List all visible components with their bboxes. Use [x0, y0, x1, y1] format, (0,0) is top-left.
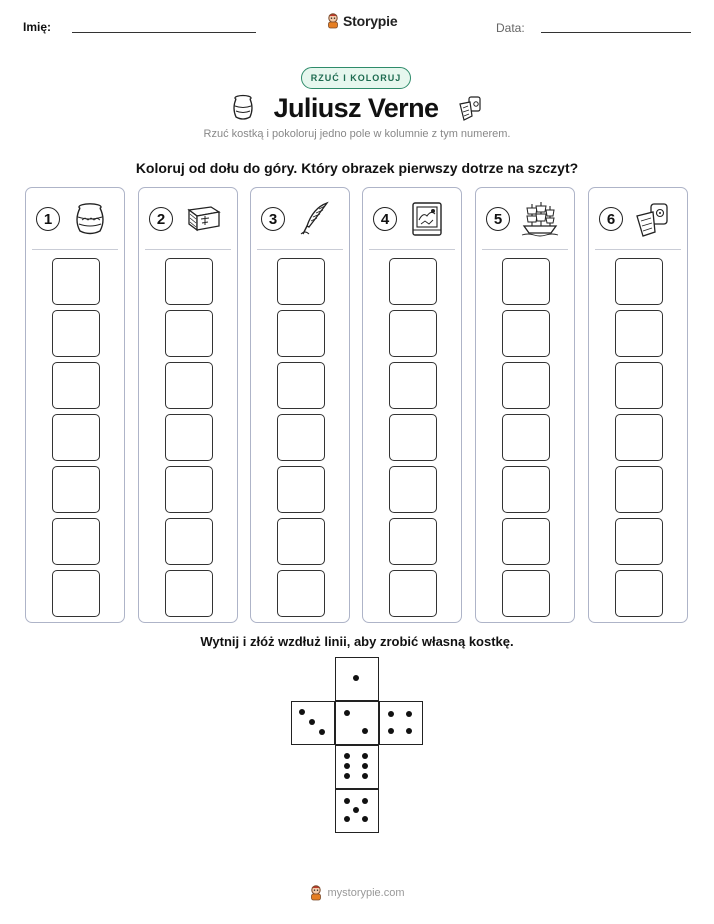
die-pip	[362, 816, 368, 822]
column-header	[476, 188, 574, 250]
column-3	[250, 187, 350, 623]
die-pip	[406, 728, 412, 734]
color-box[interactable]	[277, 518, 325, 565]
column-header	[26, 188, 124, 250]
cut-instruction: Wytnij i złóż wzdłuż linii, aby zrobić własną kostkę.	[200, 634, 514, 649]
color-box[interactable]	[277, 414, 325, 461]
color-box[interactable]	[389, 362, 437, 409]
column-4	[362, 187, 462, 623]
color-box[interactable]	[502, 414, 550, 461]
die-pip	[344, 753, 350, 759]
die-pip	[353, 807, 359, 813]
color-box[interactable]	[277, 466, 325, 513]
quill-icon	[295, 200, 335, 238]
color-box[interactable]	[277, 310, 325, 357]
storypie-mascot-icon	[326, 13, 340, 29]
color-box[interactable]	[165, 518, 213, 565]
color-box[interactable]	[502, 466, 550, 513]
color-box[interactable]	[615, 518, 663, 565]
die-pip	[362, 763, 368, 769]
color-box[interactable]	[615, 570, 663, 617]
color-box[interactable]	[389, 258, 437, 305]
storypie-mascot-icon	[309, 885, 323, 901]
map-book-icon	[407, 200, 447, 238]
die-face-4	[379, 701, 423, 745]
die-face-1	[335, 657, 379, 701]
color-box[interactable]	[165, 466, 213, 513]
title-row	[0, 90, 714, 126]
storypie-logo	[326, 13, 397, 29]
color-box[interactable]	[615, 466, 663, 513]
date-label: Data:	[496, 21, 525, 35]
die-pip	[344, 798, 350, 804]
die-pip	[406, 711, 412, 717]
die-pip	[362, 728, 368, 734]
die-pip	[388, 711, 394, 717]
die-pip	[362, 798, 368, 804]
color-boxes	[615, 258, 663, 622]
color-box[interactable]	[389, 310, 437, 357]
color-box[interactable]	[165, 310, 213, 357]
die-pip	[353, 675, 359, 681]
die-pip	[309, 719, 315, 725]
name-label: Imię:	[23, 20, 52, 34]
column-header	[589, 188, 687, 250]
pot-icon	[70, 200, 110, 238]
page-title: Juliusz Verne	[273, 92, 439, 123]
color-box[interactable]	[389, 518, 437, 565]
column-number: 1	[36, 207, 60, 231]
color-box[interactable]	[615, 414, 663, 461]
color-box[interactable]	[389, 570, 437, 617]
die-pip	[319, 729, 325, 735]
die-pip	[344, 816, 350, 822]
footer	[0, 885, 714, 901]
name-line[interactable]	[72, 32, 256, 33]
column-header	[139, 188, 237, 250]
subtitle: Rzuć kostką i pokoloruj jedno pole w kolumnie z tym numerem.	[203, 128, 511, 140]
column-1	[25, 187, 125, 623]
color-box[interactable]	[277, 570, 325, 617]
color-box[interactable]	[277, 362, 325, 409]
column-divider	[32, 249, 118, 250]
color-box[interactable]	[52, 362, 100, 409]
instruction: Koloruj od dołu do góry. Który obrazek pierwszy dotrze na szczyt?	[135, 160, 579, 176]
color-box[interactable]	[52, 310, 100, 357]
color-box[interactable]	[502, 570, 550, 617]
telegraph-icon	[633, 200, 673, 238]
book-icon	[183, 200, 223, 238]
die-pip	[344, 710, 350, 716]
color-box[interactable]	[502, 258, 550, 305]
color-box[interactable]	[52, 414, 100, 461]
color-box[interactable]	[165, 258, 213, 305]
color-box[interactable]	[277, 258, 325, 305]
color-box[interactable]	[165, 362, 213, 409]
color-box[interactable]	[389, 414, 437, 461]
column-divider	[145, 249, 231, 250]
column-divider	[369, 249, 455, 250]
footer-link[interactable]: mystorypie.com	[327, 887, 405, 899]
color-box[interactable]	[52, 570, 100, 617]
die-pip	[388, 728, 394, 734]
color-box[interactable]	[615, 362, 663, 409]
ship-icon	[520, 200, 560, 238]
activity-badge: RZUĆ I KOLORUJ	[301, 67, 411, 89]
die-pip	[362, 773, 368, 779]
column-number: 3	[261, 207, 285, 231]
column-header	[363, 188, 461, 250]
color-box[interactable]	[52, 466, 100, 513]
color-boxes	[165, 258, 213, 622]
die-pip	[362, 753, 368, 759]
column-6	[588, 187, 688, 623]
column-number: 6	[599, 207, 623, 231]
color-boxes	[389, 258, 437, 622]
color-boxes	[52, 258, 100, 622]
die-face-2	[335, 701, 379, 745]
color-box[interactable]	[502, 310, 550, 357]
column-2	[138, 187, 238, 623]
date-line[interactable]	[541, 32, 691, 33]
column-5	[475, 187, 575, 623]
column-number: 2	[149, 207, 173, 231]
die-pip	[299, 709, 305, 715]
column-divider	[482, 249, 568, 250]
color-box[interactable]	[389, 466, 437, 513]
color-box[interactable]	[52, 518, 100, 565]
color-boxes	[277, 258, 325, 622]
color-boxes	[502, 258, 550, 622]
column-number: 5	[486, 207, 510, 231]
column-divider	[257, 249, 343, 250]
color-box[interactable]	[502, 362, 550, 409]
die-face-5	[335, 789, 379, 833]
die-pip	[344, 763, 350, 769]
column-number: 4	[373, 207, 397, 231]
color-box[interactable]	[615, 258, 663, 305]
color-box[interactable]	[165, 570, 213, 617]
color-box[interactable]	[52, 258, 100, 305]
color-box[interactable]	[502, 518, 550, 565]
die-face-3	[291, 701, 335, 745]
brand-name: Storypie	[343, 13, 398, 29]
telegraph-icon	[456, 94, 484, 122]
column-divider	[595, 249, 681, 250]
die-pip	[344, 773, 350, 779]
color-box[interactable]	[165, 414, 213, 461]
die-face-6	[335, 745, 379, 789]
column-header	[251, 188, 349, 250]
color-box[interactable]	[615, 310, 663, 357]
pot-icon	[230, 94, 256, 122]
